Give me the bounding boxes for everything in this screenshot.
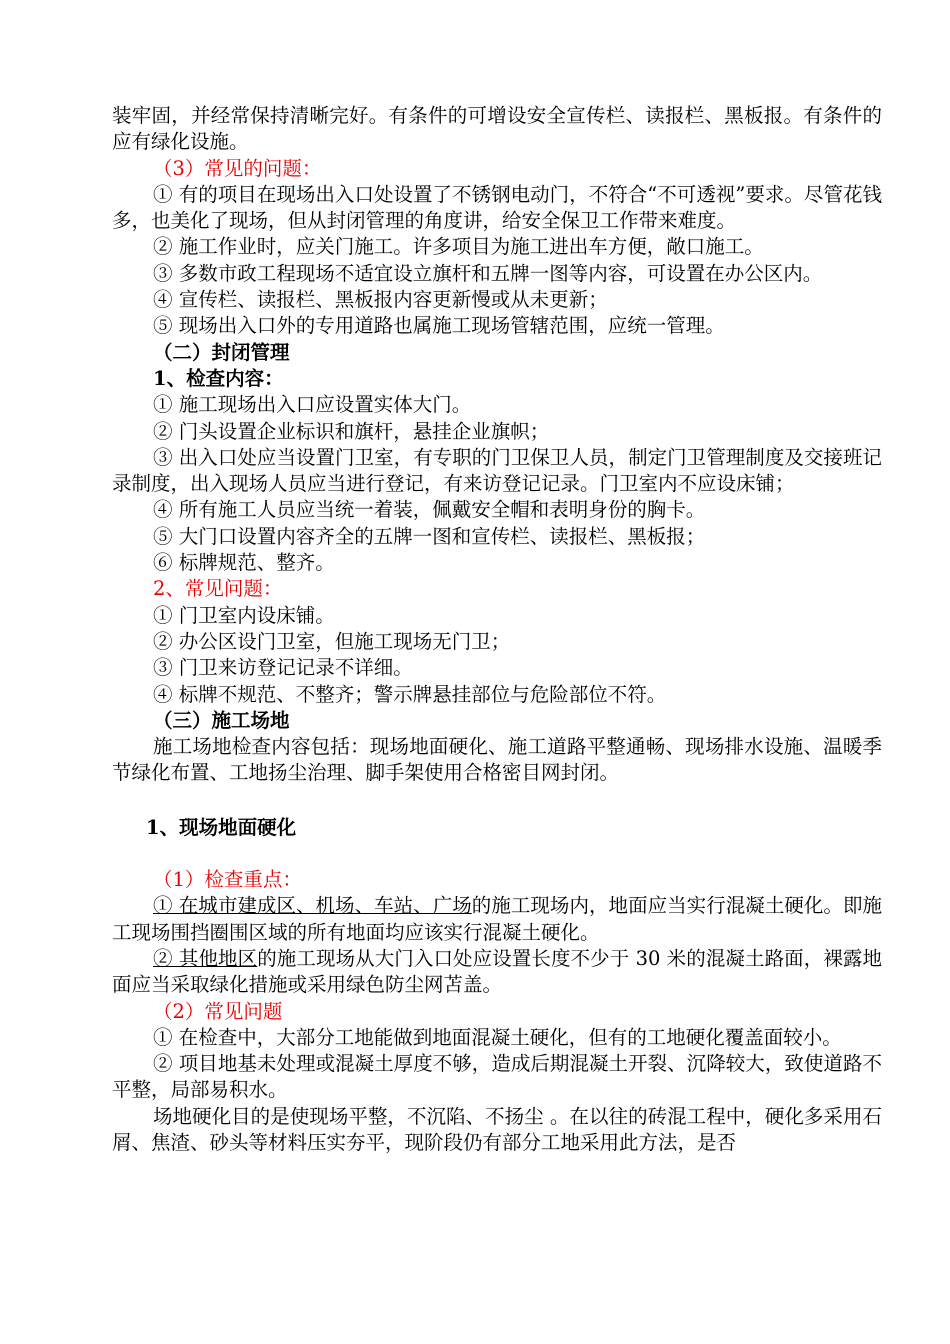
subheading-common-problems-ground: （2）常见问题 [153, 999, 283, 1023]
paragraph-problem-1: ① 有的项目在现场出入口处设置了不锈钢电动门，不符合“不可透视”要求。尽管花钱多，也美化了现场，但从封闭管理的角度讲，给安全保卫工作带来难度。 [112, 182, 882, 233]
paragraph-ground-problem-1: ① 在检查中，大部分工地能做到地面混凝土硬化，但有的工地硬化覆盖面较小。 [153, 1025, 842, 1049]
subheading-common-problems-2: 2、常见问题： [153, 577, 283, 601]
section-heading-construction-site: （三）施工场地 [153, 708, 290, 732]
section-heading-closed-management: （二）封闭管理 [153, 340, 290, 364]
spacer [112, 787, 882, 815]
underlined-term-urban-areas: ① 在城市建成区、机场、车站、广场 [153, 894, 472, 918]
paragraph-inspection-1: ① 施工现场出入口应设置实体大门。 [153, 393, 472, 417]
paragraph-inspection-5: ⑤ 大门口设置内容齐全的五牌一图和宣传栏、读报栏、黑板报； [153, 524, 706, 548]
paragraph-ground-problem-2: ② 项目地基未处理或混凝土厚度不够，造成后期混凝土开裂、沉降较大，致使道路不平整，局部易积水。 [112, 1052, 882, 1102]
paragraph-inspection-4: ④ 所有施工人员应当统一着装，佩戴安全帽和表明身份的胸卡。 [153, 498, 706, 522]
paragraph-gate-problem-2: ② 办公区设门卫室，但施工现场无门卫； [153, 629, 511, 653]
paragraph-site-inspection-scope: 施工场地检查内容包括：现场地面硬化、施工道路平整通畅、现场排水设施、温暖季节绿化布置、工地扬尘治理、脚手架使用合格密目网封闭。 [112, 735, 882, 785]
paragraph-problem-5: ⑤ 现场出入口外的专用道路也属施工现场管辖范围，应统一管理。 [153, 314, 725, 338]
section-heading-ground-hardening: 1、现场地面硬化 [146, 815, 297, 839]
subheading-inspection-content: 1、检查内容： [153, 366, 284, 390]
paragraph-key-point-1-text: 的施工现场内，地面应当实行混凝土硬化。即施工现场围挡圈围区域的所有地面均应该实行混凝土硬化。 [112, 894, 882, 944]
paragraph-inspection-2: ② 门头设置企业标识和旗杆，悬挂企业旗帜； [153, 419, 550, 443]
paragraph-hardening-purpose: 场地硬化目的是使现场平整，不沉陷、不扬尘 。在以往的砖混工程中，硬化多采用石屑、焦渣、砂头等材料压实夯平，现阶段仍有部分工地采用此方法，是否 [112, 1104, 882, 1154]
paragraph-inspection-3: ③ 出入口处应当设置门卫室，有专职的门卫保卫人员，制定门卫管理制度及交接班记录制度，出入现场人员应当进行登记，有来访登记记录。门卫室内不应设床铺； [112, 445, 882, 496]
underlined-term-other-areas: ② 其他地区 [153, 946, 258, 970]
document-page [112, 103, 882, 1156]
paragraph-inspection-6: ⑥ 标牌规范、整齐。 [153, 551, 335, 575]
paragraph-site-facilities: 装牢固，并经常保持清晰完好。有条件的可增设安全宣传栏、读报栏、黑板报。有条件的应有绿化设施。 [112, 104, 882, 154]
paragraph-problem-2: ② 施工作业时，应关门施工。许多项目为施工进出车方便，敞口施工。 [153, 235, 764, 259]
paragraph-gate-problem-3: ③ 门卫来访登记记录不详细。 [153, 656, 413, 680]
paragraph-gate-problem-1: ① 门卫室内设床铺。 [153, 603, 335, 627]
spacer [112, 841, 882, 867]
paragraph-gate-problem-4: ④ 标牌不规范、不整齐；警示牌悬挂部位与危险部位不符。 [153, 682, 667, 706]
paragraph-problem-4: ④ 宣传栏、读报栏、黑板报内容更新慢或从未更新； [153, 288, 608, 312]
subheading-key-points: （1）检查重点： [153, 868, 302, 892]
paragraph-key-point-2-text: 的施工现场从大门入口处应设置长度不少于 30 米的混凝土路面，裸露地面应当采取绿化措施或采用绿色防尘网苫盖。 [112, 946, 882, 997]
paragraph-key-point-1 [112, 893, 882, 946]
subheading-common-problems-3: （3）常见的问题： [153, 156, 322, 180]
paragraph-key-point-2 [112, 946, 882, 999]
paragraph-problem-3: ③ 多数市政工程现场不适宜设立旗杆和五牌一图等内容，可设置在办公区内。 [153, 261, 823, 285]
